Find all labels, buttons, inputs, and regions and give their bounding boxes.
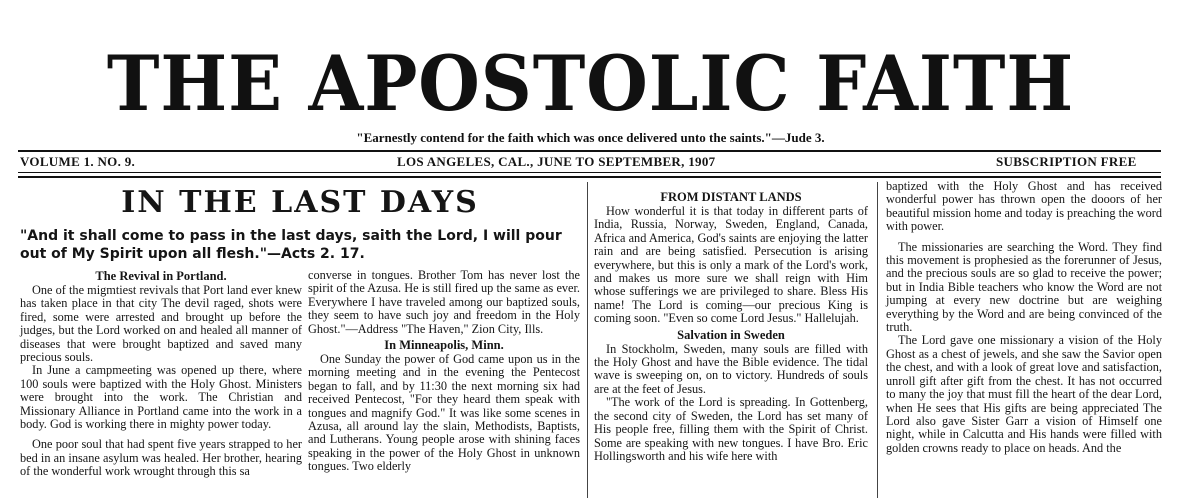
article-column-1 xyxy=(20,267,302,479)
dateline-rule-thin xyxy=(18,172,1161,173)
masthead-title: THE APOSTOLIC FAITH xyxy=(106,39,1075,128)
paragraph: baptized with the Holy Ghost and has received wonderful power has thrown open the dooors of her beautiful mission home and today is preaching the word with power. xyxy=(886,179,1162,234)
dateline-rule-thick xyxy=(18,176,1161,178)
section-heading: FROM DISTANT LANDS xyxy=(660,190,802,204)
paragraph: The Lord gave one missionary a vision of the Holy Ghost as a chest of jewels, and she saw the Savior open the chest, and with a look of great love and satisfaction, unroll gift after gift from the chest. It has not occurred to many the joy that must fill the heart of the dear Lord, when He sees that His gifts are being appreciated The Lord also gave Sister Garr a vision of Himself one night, while in Calcutta and His hands were filled with golden crowns ready to place on heads. And the xyxy=(886,333,1162,455)
paragraph: "The work of the Lord is spreading. In Gottenberg, the second city of Sweden, the Lord has set many of His people free, filling them with the Spirit of Christ. Some are speaking with new tongues. I have Bro. Eric Hollingsworth and his wife here with xyxy=(594,395,868,463)
section-heading: Salvation in Sweden xyxy=(677,327,785,342)
paragraph: The missionaries are searching the Word. They find this movement is prophesied as the forerunner of Jesus, and the precious souls are so glad to receive the power; but in India Bible teachers who know the Word are not jumping at every new doctrine but are weighing everything by the Word and are being convinced of the truth. xyxy=(886,239,1162,335)
paragraph: In June a campmeeting was opened up there, where 100 souls were baptized with the Holy Ghost. Ministers were brought into the work. The Christian and Missionary Alliance in Portland came into the work in a body. God is working there in mighty power today. xyxy=(20,363,302,432)
masthead-motto: "Earnestly contend for the faith which was once delivered unto the saints."—Jude 3. xyxy=(356,130,825,145)
place-and-date: LOS ANGELES, CAL., JUNE TO SEPTEMBER, 1907 xyxy=(397,154,716,169)
volume-number: VOLUME 1. NO. 9. xyxy=(20,154,136,169)
paragraph: One of the migmtiest revivals that Port land ever knew has taken place in that city The devil raged, shots were fired, some were arrested and brought up before the judges, but the Lord worked on and healed all manner of diseases that were brought baptized and saved many precious souls. xyxy=(20,283,302,365)
paragraph: converse in tongues. Brother Tom has never lost the spirit of the Azusa. He is still fired up the same as ever. Everywhere I have traveled among our baptized souls, they seem to have such joy and freedom in the Holy Ghost."—Address "The Haven," Zion City, Ills. xyxy=(308,268,580,336)
section-heading: In Minneapolis, Minn. xyxy=(384,338,504,353)
column-divider xyxy=(877,182,878,498)
paragraph: One Sunday the power of God came upon us in the morning meeting and in the evening the Pentecost began to fall, and by 11:30 the next morning six had received Pentecost, "For they heard them speak with tongues and magnify God." It was like some scenes in Azusa, all around lay the slain, Methodists, Baptists, and Lutherans. Young people arose with shining faces speaking in the power of the Holy Ghost in unknown tongues. Two elderly xyxy=(308,352,580,474)
article-column-2 xyxy=(308,269,580,474)
paragraph: In Stockholm, Sweden, many souls are filled with the Holy Ghost and have the Bible evidence. The tidal wave is sweeping on, on to victory. Hundreds of souls are at the feet of Jesus. xyxy=(594,341,868,396)
top-rule xyxy=(18,150,1161,152)
paragraph: One poor soul that had spent five years strapped to her bed in an insane asylum was healed. Her brother, hearing of the wonderful work wrought through this sa xyxy=(20,437,302,479)
subscription-notice: SUBSCRIPTION FREE xyxy=(996,154,1137,169)
paragraph: How wonderful it is that today in different parts of India, Russia, Norway, Sweden, England, Canada, Africa and America, God's saints are enjoying the latter rain and are being satisfied. Persecution is arising everywhere, but this is only a mark of the Lord's work, and makes us more sure we shall reign with Him whose sufferings we are privileged to share. Bless His name! The Lord is coming—our precious King is coming soon. "Even so come Lord Jesus." Hallelujah. xyxy=(594,204,868,326)
lead-subhead: "And it shall come to pass in the last days, saith the Lord, I will pour out of My Spirit upon all flesh."—Acts 2. 17. xyxy=(20,228,562,262)
article-column-4 xyxy=(886,180,1162,455)
lead-headline: IN THE LAST DAYS xyxy=(121,185,479,220)
article-column-3 xyxy=(594,188,868,463)
column-divider xyxy=(587,182,588,498)
section-heading: The Revival in Portland. xyxy=(95,269,227,283)
